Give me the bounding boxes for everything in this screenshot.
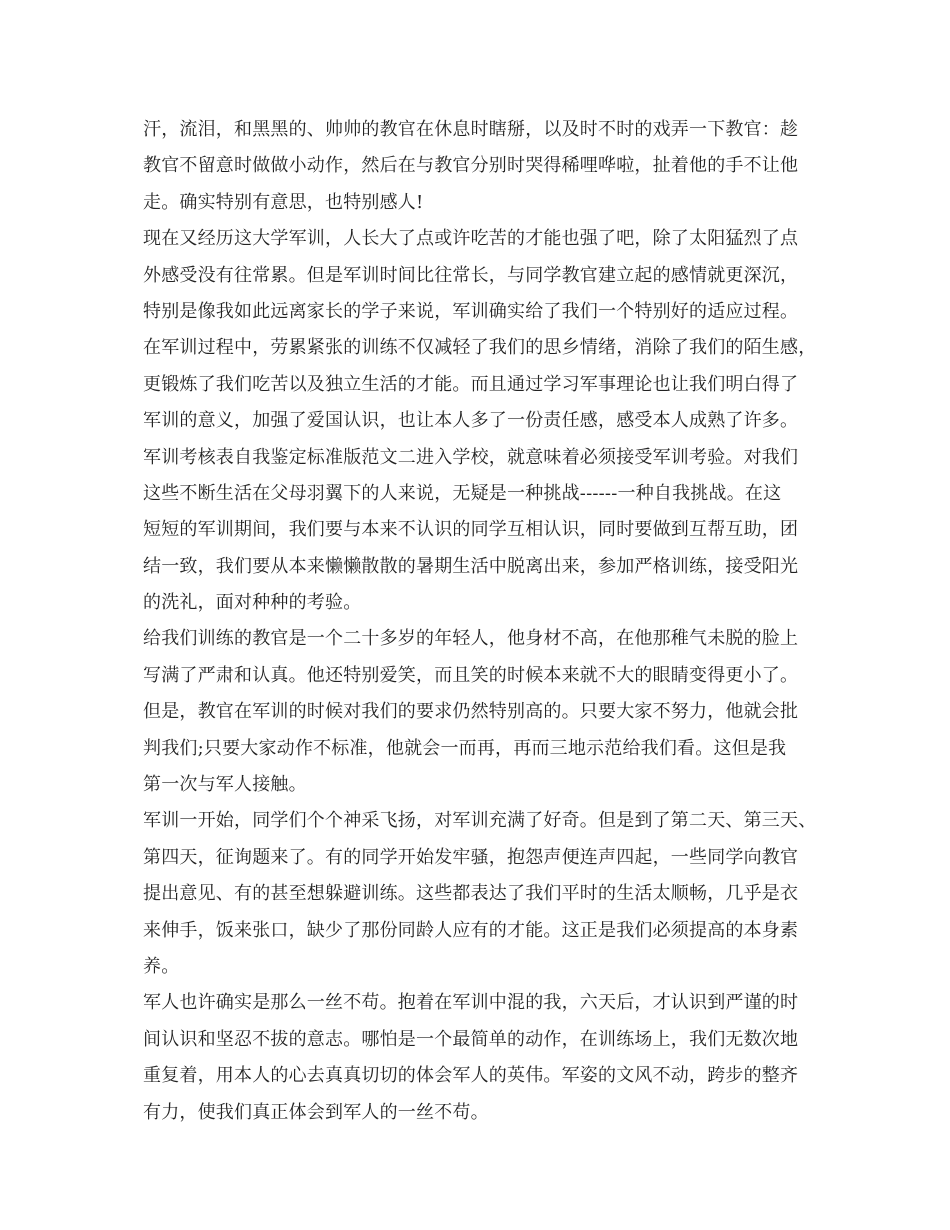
text-line: 教官不留意时做做小动作，然后在与教官分别时哭得稀哩哗啦，扯着他的手不让他 [143,155,799,177]
text-line: 间认识和坚忍不拔的意志。哪怕是一个最简单的动作，在训练场上，我们无数次地 [143,1028,799,1050]
text-line: 现在又经历这大学军训，人长大了点或许吃苦的才能也强了吧，除了太阳猛烈了点 [143,228,799,250]
text-line: 结一致，我们要从本来懒懒散散的暑期生活中脱离出来，参加严格训练，接受阳光 [143,555,799,577]
text-line: 特别是像我如此远离家长的学子来说，军训确实给了我们一个特别好的适应过程。 [143,300,799,322]
text-line: 在军训过程中，劳累紧张的训练不仅减轻了我们的思乡情绪，消除了我们的陌生感， [143,337,817,359]
text-line: 军人也许确实是那么一丝不苟。抱着在军训中混的我，六天后，才认识到严谨的时 [143,992,799,1014]
text-line: 判我们;只要大家动作不标准，他就会一而再，再而三地示范给我们看。这但是我 [143,737,787,759]
text-line: 第四天，征询题来了。有的同学开始发牢骚，抱怨声便连声四起，一些同学向教官 [143,846,799,868]
text-line: 军训的意义，加强了爱国认识，也让本人多了一份责任感，感受本人成熟了许多。 [143,410,799,432]
text-line: 但是，教官在军训的时候对我们的要求仍然特别高的。只要大家不努力，他就会批 [143,701,799,723]
text-line: 来伸手，饭来张口，缺少了那份同龄人应有的才能。这正是我们必须提高的本身素 [143,919,799,941]
text-line: 给我们训练的教官是一个二十多岁的年轻人，他身材不高，在他那稚气未脱的脸上 [143,628,799,650]
text-line: 有力，使我们真正体会到军人的一丝不苟。 [143,1101,489,1123]
text-line: 短短的军训期间，我们要与本来不认识的同学互相认识，同时要做到互帮互助，团 [143,519,799,541]
text-line: 的洗礼，面对种种的考验。 [143,592,362,614]
text-line: 这些不断生活在父母羽翼下的人来说，无疑是一种挑战------一种自我挑战。在这 [143,482,782,504]
text-line: 提出意见、有的甚至想躲避训练。这些都表达了我们平时的生活太顺畅，几乎是衣 [143,883,799,905]
text-line: 走。确实特别有意思，也特别感人! [143,191,424,213]
text-line: 外感受没有往常累。但是军训时间比往常长，与同学教官建立起的感情就更深沉， [143,264,799,286]
text-line: 重复着，用本人的心去真真切切的体会军人的英伟。军姿的文风不动，跨步的整齐 [143,1065,799,1087]
text-line: 军训考核表自我鉴定标准版范文二进入学校，就意味着必须接受军训考验。对我们 [143,446,799,468]
document-body [143,112,823,1131]
text-line: 军训一开始，同学们个个神采飞扬，对军训充满了好奇。但是到了第二天、第三天、 [143,810,817,832]
text-line: 汗，流泪，和黑黑的、帅帅的教官在休息时瞎掰，以及时不时的戏弄一下教官：趁 [143,119,799,140]
text-line: 更锻炼了我们吃苦以及独立生活的才能。而且通过学习军事理论也让我们明白得了 [143,373,799,395]
text-line: 写满了严肃和认真。他还特别爱笑，而且笑的时候本来就不大的眼睛变得更小了。 [143,664,799,686]
text-line: 第一次与军人接触。 [143,774,307,796]
text-line: 养。 [143,955,180,977]
